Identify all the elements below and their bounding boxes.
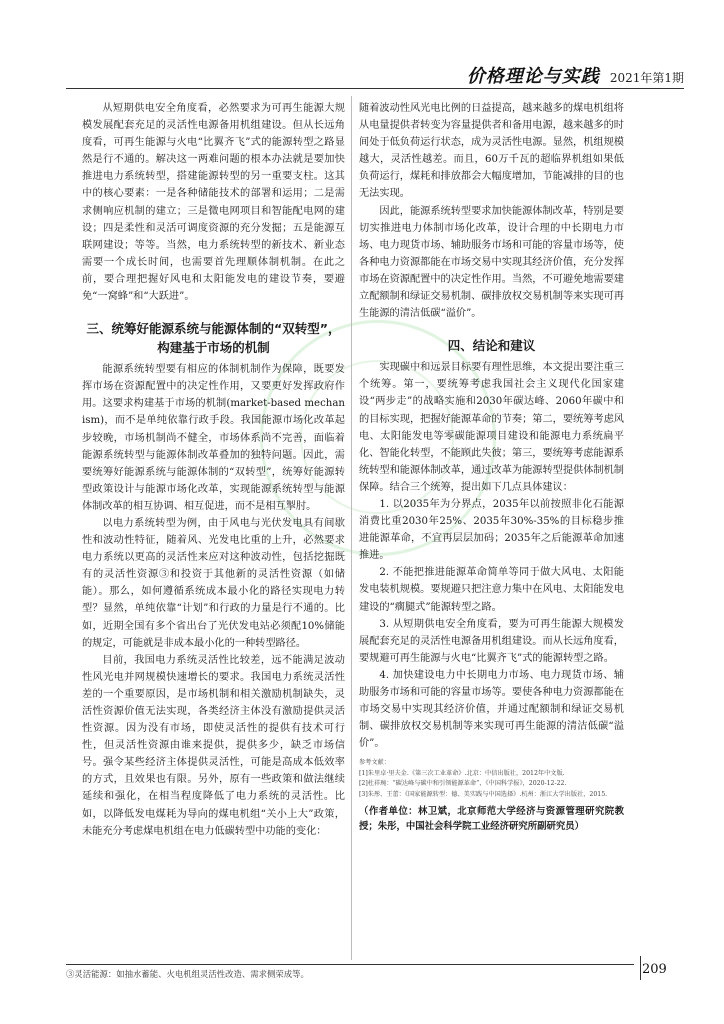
references-title: 参考文献： — [359, 759, 390, 767]
recommendation-2: 2. 不能把推进能源革命简单等同于做大风电、太阳能发电装机规模。要规避只把注意力集中在风电、太阳能发电建设的“瘸腿式”能源转型之路。 — [359, 567, 624, 613]
reference-item: [2]杜祥琬：“碳达峰与碳中和引领能源革命”，《中国科学报》，2020-12-22. — [359, 780, 567, 788]
journal-title: 价格理论与实践 — [466, 66, 600, 87]
section-heading-4: 四、结论和建议 — [447, 338, 536, 354]
issue-label: 2021年第1期 — [609, 71, 684, 85]
recommendation-1: 1. 以2035年为分界点，2035年以前按照非化石能源消费比重2030年25%、2035年30%-35%的目标稳步推进能源革命，不宜再层层加码；2035年之后能源革命加速推进。 — [359, 498, 624, 562]
recommendation-3: 3. 从短期供电安全角度看，要为可再生能源大规模发展配套充足的灵活性电源备用机组建设。而从长远角度看，要规避可再生能源与火电“比翼齐飞”式的能源转型之路。 — [359, 618, 624, 664]
header-rule — [66, 88, 684, 89]
footer-rule — [66, 964, 634, 965]
masthead — [466, 62, 684, 87]
paragraph: 实现碳中和远景目标要有理性思维，本文提出要注重三个统筹。第一，要统筹考虑我国社会主义现代化国家建设“两步走”的战略实施和2030年碳达峰、2060年碳中和的目标实现，把握好能源革命的节奏；第二，要统筹考虑风电、太阳能发电等零碳能源项目建设和能源电力系统扁平化、智能化转型，不能顾此失彼；第三，要统筹考虑能源系统转型和能源体制改革，通过改革为能源转型提供体制机制保障。结合三个统筹，提出如下几点具体建议： — [359, 362, 624, 493]
paragraph: 目前，我国电力系统灵活性比较差，远不能满足波动性风光电并网规模快速增长的要求。我国电力系统灵活性差的一个重要原因，是市场机制和相关激励机制缺失，灵活性资源价值无法实现，各类经济主体没有激励提供灵活性资源。因为没有市场，即使灵活性的提供有技术可行性，但灵活性资源由谁来提供，提供多少，缺乏市场信号。强令某些经济主体提供灵活性，可能是高成本低效率的方式，且效果也有限。另外，原有一些政策和做法继续延续和强化，在相当程度降低了电力系统的灵活性。比如，以降低发电煤耗为导向的煤电机组“关小上大”政策，未能充分考虑煤电机组在电力低碳转型中功能的变化： — [82, 654, 345, 837]
footnote: ③灵活能源：如抽水蓄能、火电机组灵活性改造、需求侧荣成等。 — [66, 969, 309, 979]
paragraph: 从短期供电安全角度看，必然要求为可再生能源大规模发展配套充足的灵活性电源备用机组建设。但从长远角度看，可再生能源与火电“比翼齐飞”式的能源转型之路显然是行不通的。解决这一两难问题的根本办法就是要加快推进电力系统转型，搭建能源转型的另一重要支柱。这其中的核心要素：一是各种储能技术的部署和运用；二是需求侧响应机制的建立；三是微电网项目和智能配电网的建设；四是柔性和灵活可调度资源的充分发掘；五是能源互联网建设；等等。当然，电力系统转型的新技术、新业态需要一个成长时间，也需要首先理顺体制机制。在此之前，要合理把握好风电和太阳能发电的建设节奏，要避免“一窝蜂”和“大跃进”。 — [82, 103, 345, 303]
left-column — [82, 100, 345, 840]
paragraph: 因此，能源系统转型要求加快能源体制改革，特别是要切实推进电力体制市场化改革，设计合理的中长期电力市场、电力现货市场、辅助服务市场和可能的容量市场等，使各种电力资源都能在市场交易中实现其经济价值，充分发挥市场在资源配置中的决定性作用。当然，不可避免地需要建立配额制和绿证交易机制、碳排放权交易机制等来实现可再生能源的清洁低碳“溢价”。 — [359, 205, 624, 320]
section-heading-3 — [82, 319, 345, 357]
page-number-rule — [640, 956, 641, 980]
references — [359, 758, 624, 800]
recommendation-4: 4. 加快建设电力中长期电力市场、电力现货市场、辅助服务市场和可能的容量市场等。要使各种电力资源都能在市场交易中实现其经济价值，并通过配额制和绿证交易机制、碳排放权交易机制等来实现可再生能源的清洁低碳“溢价”。 — [359, 669, 624, 750]
author-affiliation: （作者单位：林卫斌，北京师范大学经济与资源管理研究院教授；朱彤，中国社会科学院工业经济研究所副研究员） — [359, 806, 624, 833]
section-heading-line: 三、统筹好能源系统与能源体制的“双转型”， — [86, 321, 341, 337]
paragraph: 以电力系统转型为例，由于风电与光伏发电具有间歇性和波动性特征，随着风、光发电比重的上升，必然要求电力系统以更高的灵活性来应对这种波动性，包括挖掘既有的灵活性资源③和投资于其他新的灵活性资源（如储能）。那么，如何遵循系统成本最小化的路径实现电力转型？显然，单纯依靠“计划”和行政的力量是行不通的。比如，近期全国有多个省出台了光伏发电站必须配10%储能的规定，可能就是非成本最小化的一种转型路径。 — [82, 517, 345, 649]
paragraph: 能源系统转型要有相应的体制机制作为保障，既要发挥市场在资源配置中的决定性作用，又要更好发挥政府作用。这要求构建基于市场的机制(market-based mechanism)，而不是单纯依靠行政手段。我国能源市场化改革起步较晚，市场机制尚不健全，市场体系尚不完善，面临着能源系统转型与能源体制改革叠加的独特问题。因此，需要统筹好能源系统与能源体制的“双转型”，统筹好能源转型政策设计与能源市场化改革，实现能源系统转型与能源体制改革的相互协调、相互促进，而不是相互掣肘。 — [82, 364, 345, 512]
right-column — [359, 100, 624, 834]
reference-item: [1]朱里卓·里夫金.《第三次工业革命》.北京：中信出版社，2012年中文版. — [359, 769, 565, 777]
paragraph: 随着波动性风光电比例的日益提高，越来越多的煤电机组将从电量提供者转变为容量提供者和备用电源，越来越多的时间处于低负荷运行状态，成为灵活性电源。显然，机组规模越大，灵活性越差。而且，60万千瓦的超临界机组如果低负荷运行，煤耗和排放都会大幅度增加，节能减排的目的也无法实现。 — [359, 103, 624, 200]
column-divider — [351, 96, 352, 960]
section-heading-line: 构建基于市场的机制 — [157, 340, 270, 356]
reference-item: [3]朱彤、王蕾：《国家能源转型：德、美实践与中国选择》.杭州：浙江大学出版社，2015. — [359, 790, 608, 798]
page-number: 209 — [642, 962, 667, 977]
